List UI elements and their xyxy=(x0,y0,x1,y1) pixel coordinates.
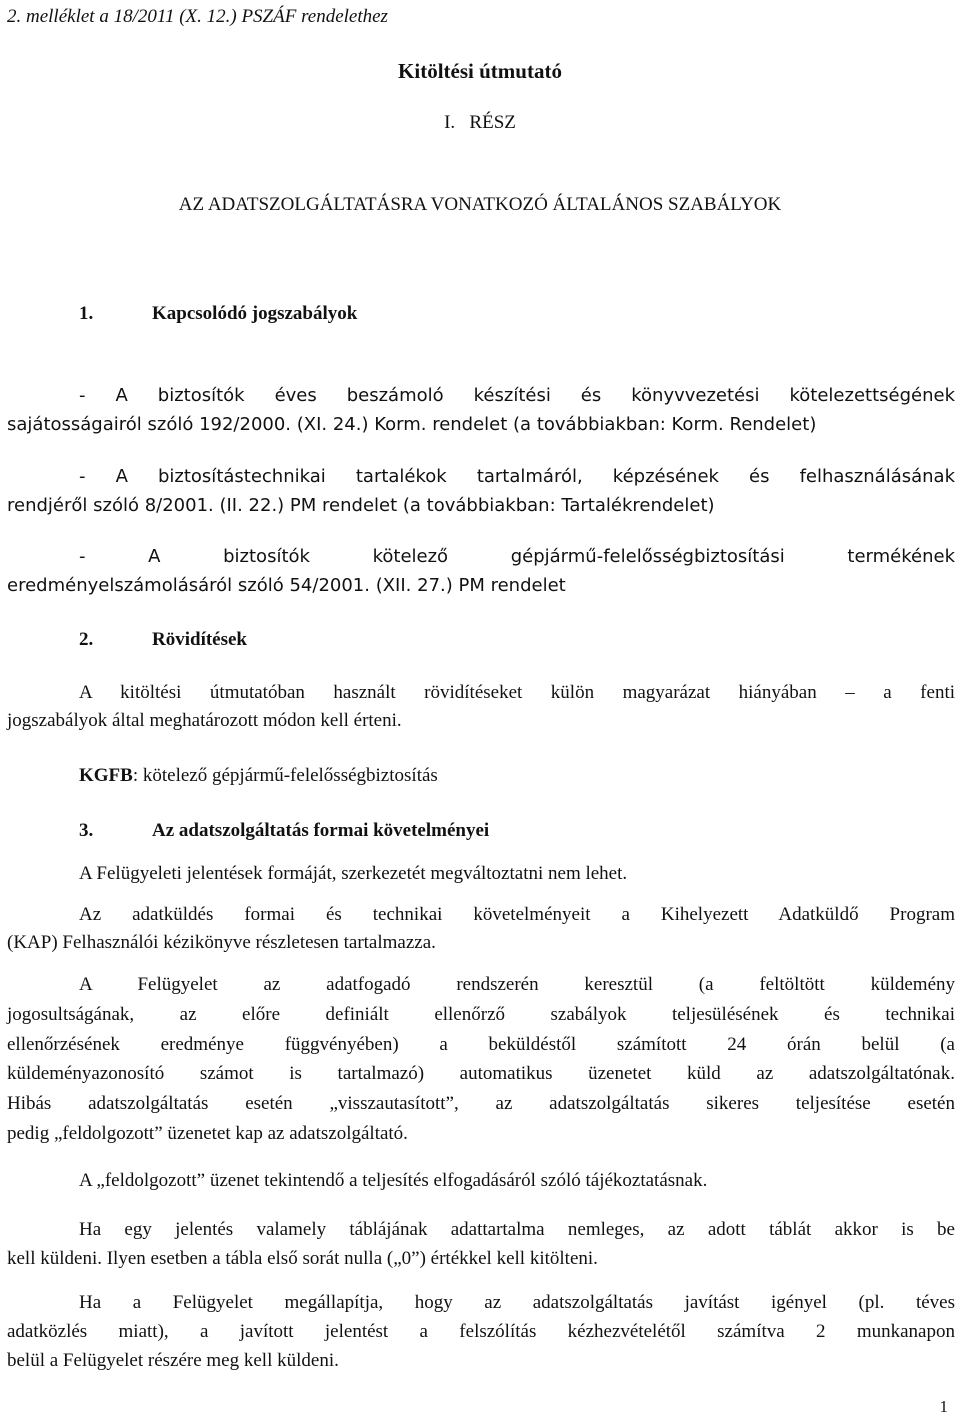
document-subtitle: AZ ADATSZOLGÁLTATÁSRA VONATKOZÓ ÁLTALÁNOS SZABÁLYOK xyxy=(178,194,782,215)
kap-para-line-1: Az adatküldés formai és technikai követelményeit a Kihelyezett Adatküldő Program xyxy=(79,904,955,925)
correction-para-line-2: adatközlés miatt), a javított jelentést a felszólítás kézhezvételétől számítva 2 munkanapon xyxy=(7,1321,955,1342)
law-item-1-line-2: sajátosságairól szóló 192/2000. (XI. 24.) Korm. rendelet (a továbbiakban: Korm. Rendelet) xyxy=(7,414,817,435)
law-item-1-line-1: - A biztosítók éves beszámoló készítési és könyvvezetési kötelezettségének xyxy=(79,385,955,406)
law-item-3-line-2: eredményelszámolásáról szóló 54/2001. (XII. 27.) PM rendelet xyxy=(7,575,566,596)
part-label: I. RÉSZ xyxy=(444,112,516,133)
correction-para-line-1: Ha a Felügyelet megállapítja, hogy az adatszolgáltatás javítást igényel (pl. téves xyxy=(79,1292,955,1313)
document-title: Kitöltési útmutató xyxy=(398,59,562,83)
processed-para: A „feldolgozott” üzenet tekintendő a teljesítés elfogadásáról szóló tájékoztatásnak. xyxy=(79,1170,708,1191)
empty-table-para-line-1: Ha egy jelentés valamely táblájának adattartalma nemleges, az adott táblát akkor is be xyxy=(79,1219,955,1240)
receipt-para-line-6: pedig „feldolgozott” üzenetet kap az adatszolgáltató. xyxy=(7,1123,408,1144)
law-item-2-line-2: rendjéről szóló 8/2001. (II. 22.) PM rendelet (a továbbiakban: Tartalékrendelet) xyxy=(7,495,715,516)
receipt-para-line-3: ellenőrzésének eredménye függvényében) a beküldéstől számított 24 órán belül (a xyxy=(7,1034,955,1055)
section-3-number: 3. xyxy=(79,820,94,841)
section-2-heading: Rövidítések xyxy=(152,629,247,650)
abbr-para-line-2: jogszabályok által meghatározott módon kell érteni. xyxy=(7,710,402,731)
receipt-para-line-2: jogosultságának, az előre definiált ellenőrző szabályok teljesülésének és technikai xyxy=(7,1004,955,1025)
receipt-para-line-1: A Felügyelet az adatfogadó rendszerén keresztül (a feltöltött küldemény xyxy=(79,974,955,995)
kap-para-line-2: (KAP) Felhasználói kézikönyve részletesen tartalmazza. xyxy=(7,932,436,953)
section-1-heading: Kapcsolódó jogszabályok xyxy=(152,303,358,324)
format-para: A Felügyeleti jelentések formáját, szerkezetét megváltoztatni nem lehet. xyxy=(79,863,628,884)
law-item-2-line-1: - A biztosítástechnikai tartalékok tartalmáról, képzésének és felhasználásának xyxy=(79,466,955,487)
law-item-3-line-1: - A biztosítók kötelező gépjármű-felelősségbiztosítási termékének xyxy=(79,546,955,567)
section-2-number: 2. xyxy=(79,629,94,650)
abbr-para-line-1: A kitöltési útmutatóban használt rövidítéseket külön magyarázat hiányában – a fenti xyxy=(79,682,955,703)
receipt-para-line-4: küldeményazonosító számot is tartalmazó) automatikus üzenetet küld az adatszolgáltatónak. xyxy=(7,1063,955,1084)
receipt-para-line-5: Hibás adatszolgáltatás esetén „visszautasított”, az adatszolgáltatás sikeres teljesítése esetén xyxy=(7,1093,955,1114)
section-3-heading: Az adatszolgáltatás formai követelményei xyxy=(152,820,490,841)
section-1-number: 1. xyxy=(79,303,94,324)
abbreviation-kgfb: KGFB: kötelező gépjármű-felelősségbiztosítás xyxy=(79,765,438,786)
empty-table-para-line-2: kell küldeni. Ilyen esetben a tábla első sorát nulla („0”) értékkel kell kitölteni. xyxy=(7,1248,598,1269)
correction-para-line-3: belül a Felügyelet részére meg kell küldeni. xyxy=(7,1350,339,1371)
annex-header: 2. melléklet a 18/2011 (X. 12.) PSZÁF rendelethez xyxy=(7,6,388,27)
page-number: 1 xyxy=(939,1397,948,1416)
